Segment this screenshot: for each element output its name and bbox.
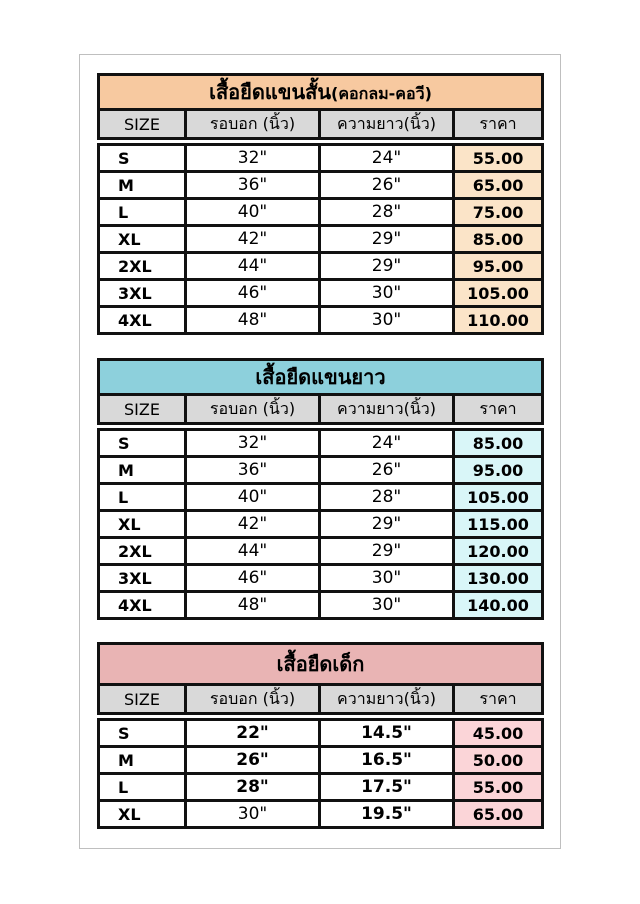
length-cell: 24" [320, 430, 454, 457]
length-cell: 29" [320, 253, 454, 280]
chest-cell: 36" [186, 457, 320, 484]
table-header-row [99, 395, 543, 424]
chest-cell: 32" [186, 430, 320, 457]
kids-size-table [97, 642, 544, 829]
chest-cell: 36" [186, 172, 320, 199]
size-cell: XL [99, 801, 186, 828]
header-price: ราคา [454, 110, 543, 139]
header-length: ความยาว(นิ้ว) [320, 685, 454, 714]
price-cell: 120.00 [454, 538, 543, 565]
chest-cell: 42" [186, 511, 320, 538]
size-cell: 3XL [99, 565, 186, 592]
table-row [99, 511, 543, 538]
price-cell: 65.00 [454, 801, 543, 828]
table-row [99, 484, 543, 511]
size-cell: L [99, 774, 186, 801]
size-cell: L [99, 199, 186, 226]
chest-cell: 22" [186, 720, 320, 747]
price-cell: 105.00 [454, 484, 543, 511]
length-cell: 16.5" [320, 747, 454, 774]
chest-cell: 48" [186, 307, 320, 334]
table-row [99, 457, 543, 484]
price-cell: 50.00 [454, 747, 543, 774]
chest-cell: 26" [186, 747, 320, 774]
header-size: SIZE [99, 685, 186, 714]
header-chest: รอบอก (นิ้ว) [186, 685, 320, 714]
chest-cell: 42" [186, 226, 320, 253]
length-cell: 28" [320, 484, 454, 511]
price-cell: 55.00 [454, 145, 543, 172]
size-cell: M [99, 747, 186, 774]
length-cell: 30" [320, 592, 454, 619]
size-cell: S [99, 145, 186, 172]
table-header-row [99, 110, 543, 139]
short-sleeve-size-table [97, 73, 544, 335]
size-cell: M [99, 172, 186, 199]
length-cell: 24" [320, 145, 454, 172]
short-sleeve-title [99, 75, 543, 110]
table-row [99, 430, 543, 457]
chest-cell: 48" [186, 592, 320, 619]
table-row [99, 172, 543, 199]
short-sleeve-title-text: เสื้อยืดแขนสั้น [209, 80, 331, 104]
chest-cell: 32" [186, 145, 320, 172]
length-cell: 14.5" [320, 720, 454, 747]
chest-cell: 40" [186, 199, 320, 226]
size-cell: 2XL [99, 253, 186, 280]
chest-cell: 30" [186, 801, 320, 828]
chest-cell: 28" [186, 774, 320, 801]
chest-cell: 44" [186, 253, 320, 280]
price-cell: 85.00 [454, 430, 543, 457]
table-row [99, 747, 543, 774]
size-cell: M [99, 457, 186, 484]
size-cell: XL [99, 226, 186, 253]
chest-cell: 40" [186, 484, 320, 511]
long-sleeve-title: เสื้อยืดแขนยาว [99, 360, 543, 395]
chest-cell: 46" [186, 280, 320, 307]
size-cell: 3XL [99, 280, 186, 307]
size-cell: 4XL [99, 307, 186, 334]
table-row [99, 774, 543, 801]
size-cell: L [99, 484, 186, 511]
price-cell: 45.00 [454, 720, 543, 747]
length-cell: 19.5" [320, 801, 454, 828]
length-cell: 26" [320, 172, 454, 199]
price-cell: 75.00 [454, 199, 543, 226]
header-chest: รอบอก (นิ้ว) [186, 395, 320, 424]
header-chest: รอบอก (นิ้ว) [186, 110, 320, 139]
table-row [99, 592, 543, 619]
price-cell: 95.00 [454, 253, 543, 280]
table-row [99, 199, 543, 226]
price-cell: 115.00 [454, 511, 543, 538]
kids-title: เสื้อยืดเด็ก [99, 644, 543, 685]
table-row [99, 538, 543, 565]
length-cell: 30" [320, 307, 454, 334]
table-row [99, 253, 543, 280]
size-cell: S [99, 430, 186, 457]
table-row [99, 145, 543, 172]
size-cell: 2XL [99, 538, 186, 565]
length-cell: 30" [320, 280, 454, 307]
price-cell: 85.00 [454, 226, 543, 253]
price-cell: 105.00 [454, 280, 543, 307]
length-cell: 26" [320, 457, 454, 484]
table-row [99, 280, 543, 307]
chest-cell: 46" [186, 565, 320, 592]
length-cell: 29" [320, 538, 454, 565]
price-cell: 130.00 [454, 565, 543, 592]
header-price: ราคา [454, 395, 543, 424]
length-cell: 17.5" [320, 774, 454, 801]
header-price: ราคา [454, 685, 543, 714]
length-cell: 28" [320, 199, 454, 226]
table-row [99, 720, 543, 747]
table-row [99, 226, 543, 253]
size-cell: XL [99, 511, 186, 538]
size-cell: 4XL [99, 592, 186, 619]
table-row [99, 565, 543, 592]
price-cell: 55.00 [454, 774, 543, 801]
table-header-row [99, 685, 543, 714]
price-cell: 95.00 [454, 457, 543, 484]
table-row [99, 801, 543, 828]
price-cell: 65.00 [454, 172, 543, 199]
header-length: ความยาว(นิ้ว) [320, 110, 454, 139]
chest-cell: 44" [186, 538, 320, 565]
table-row [99, 307, 543, 334]
price-cell: 140.00 [454, 592, 543, 619]
length-cell: 30" [320, 565, 454, 592]
size-cell: S [99, 720, 186, 747]
length-cell: 29" [320, 226, 454, 253]
length-cell: 29" [320, 511, 454, 538]
short-sleeve-subtitle: (คอกลม-คอวี) [331, 84, 432, 103]
price-cell: 110.00 [454, 307, 543, 334]
header-length: ความยาว(นิ้ว) [320, 395, 454, 424]
long-sleeve-size-table [97, 358, 544, 620]
header-size: SIZE [99, 110, 186, 139]
header-size: SIZE [99, 395, 186, 424]
